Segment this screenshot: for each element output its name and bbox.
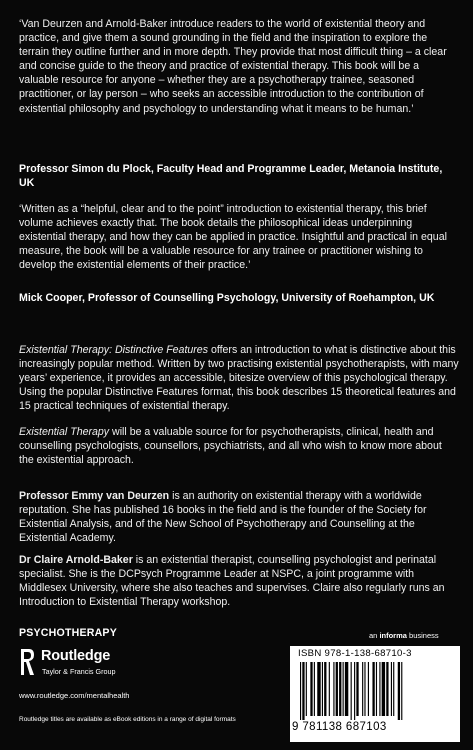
description-paragraph-2	[19, 425, 459, 467]
author-name-2: Dr Claire Arnold-Baker	[19, 554, 133, 566]
book-title-short: Existential Therapy	[19, 426, 110, 438]
routledge-r-icon	[19, 647, 36, 677]
barcode-icon	[298, 662, 452, 720]
informa-brand: informa	[379, 631, 407, 640]
publisher-logo	[19, 645, 149, 685]
description-text-1: offers an introduction to what is distinctive about this increasingly popular method. Written by two practising existential psychotherapists, with many years’ experience, it provides an accessible, bitesize overview of this psychological therapy. Using the popular Distinctive Features format, this book describes 15 theoretical features and 15 practical techniques of existential therapy.	[19, 344, 459, 413]
informa-business-label	[369, 631, 439, 640]
informa-suffix: business	[406, 631, 439, 640]
description-paragraph-1	[19, 343, 459, 413]
review-quote-1: ‘Van Deurzen and Arnold-Baker introduce readers to the world of existential theory and practice, and give them a sound grounding in the field and the inspiration to explore the terrain they outline further and in more depth. They provide that most difficult thing – a clear and concise guide to the theory and practice of existential therapy. This book will be a valuable resource for anyone – whether they are a psychotherapy trainee, seasoned practitioner, or lay person – who seeks an accessible introduction to the contribution of existential philosophy and psychology to understanding what it means to be human.’	[19, 18, 447, 115]
author-bio-text-2: is an existential therapist, counselling psychologist and perinatal specialist. She is the DCPsych Programme Leader at NSPC, a joint programme with Middlesex University, where she also teaches and supervises. Claire also regularly runs an Introduction to Existential Therapy workshop.	[19, 554, 445, 609]
book-title: Existential Therapy: Distinctive Features	[19, 344, 208, 356]
description-text-2: will be a valuable source for for psychotherapists, clinical, health and counselling psychologists, counsellors, psychiatrists, and all who wish to know more about the existential approach.	[19, 426, 442, 467]
publisher-url: www.routledge.com/mentalhealth	[19, 691, 130, 700]
informa-prefix: an	[369, 631, 380, 640]
isbn-label: ISBN 978-1-138-68710-3	[298, 648, 412, 659]
author-name-1: Professor Emmy van Deurzen	[19, 490, 170, 502]
author-bio-text-1: is an authority on existential therapy with a worldwide reputation. She has published 16 books in the field and is the founder of the Society for Existential Analysis, and of the New School of Psychotherapy and Counselling at the Existential Academy.	[19, 490, 427, 545]
author-bio-1	[19, 489, 459, 545]
publisher-group: Taylor & Francis Group	[42, 667, 116, 676]
barcode-digits: 9 781138 687103	[292, 721, 387, 733]
barcode-panel	[290, 646, 460, 742]
ebook-note: Routledge titles are available as eBook editions in a range of digital formats	[19, 716, 236, 723]
publisher-name: Routledge	[41, 648, 111, 664]
review-quote-2: ‘Written as a “helpful, clear and to the point” introduction to existential therapy, this brief volume achieves exactly that. The book details the philosophical ideas underpinning existential therapy, and how they can be applied in practice. Insightful and practical in equal measure, the book will be a valuable resource for any trainee or practitioner wishing to develop the existential elements of their practice.’	[19, 203, 447, 272]
review-attribution-2: Mick Cooper, Professor of Counselling Psychology, University of Roehampton, UK	[19, 292, 435, 304]
review-attribution-1: Professor Simon du Plock, Faculty Head and Programme Leader, Metanoia Institute, UK	[19, 163, 443, 190]
subject-category: PSYCHOTHERAPY	[19, 627, 117, 639]
author-bio-2	[19, 553, 459, 609]
